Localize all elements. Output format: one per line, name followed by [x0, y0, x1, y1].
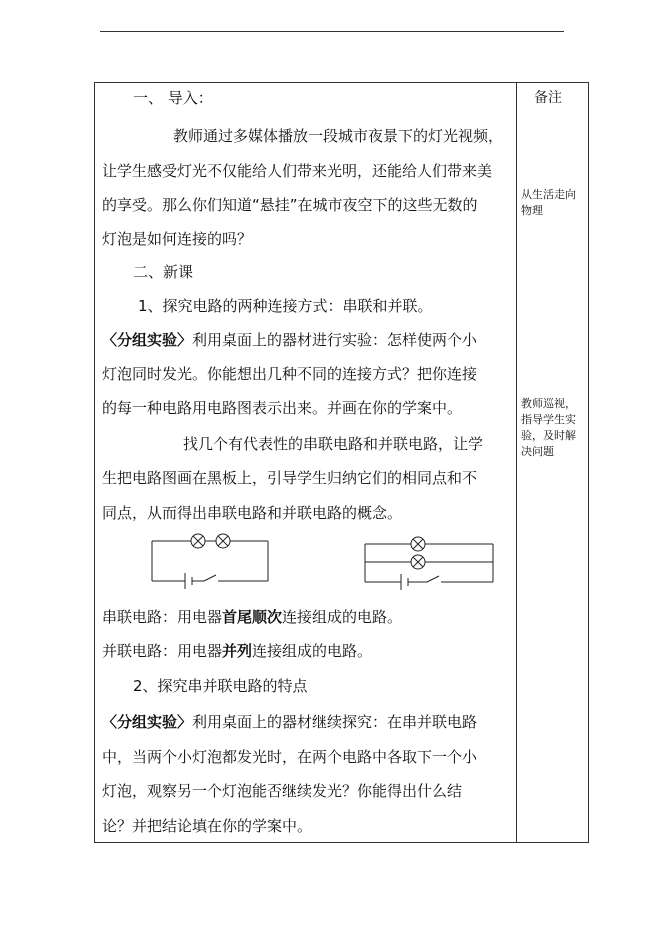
text-line: 同点，从而得出串联电路和并联电路的概念。: [102, 504, 403, 522]
text-line: [102, 713, 477, 731]
text-line: [102, 331, 477, 349]
note-from-life: 从生活走向物理: [521, 188, 576, 217]
text-line: 的享受。那么你们知道“悬挂”在城市夜空下的这些无数的: [102, 196, 478, 214]
text-span: 连接组成的电路。: [282, 608, 403, 626]
text-span: 利用桌面上的器材进行实验：怎样使两个小: [192, 331, 478, 349]
group-experiment-label: 〈分组实验〉: [102, 331, 193, 349]
parallel-circuit-definition: [102, 642, 372, 660]
notes-column-divider: [516, 82, 517, 843]
subsection-heading: 2、探究串并联电路的特点: [133, 677, 308, 695]
series-circuit-definition: [102, 608, 402, 626]
section-newlesson-heading: 二、新课: [133, 263, 194, 281]
text-span: 连接组成的电路。: [252, 642, 373, 660]
text-span: 并联电路：用电器: [102, 642, 223, 660]
notes-header: 备注: [534, 90, 562, 106]
note-teacher-guidance: 教师巡视，指导学生实验，及时解决问题: [521, 397, 576, 458]
text-line: 找几个有代表性的串联电路和并联电路，让学: [183, 435, 484, 453]
text-span: 串联电路：用电器: [102, 608, 223, 626]
text-line: 灯泡同时发光。你能想出几种不同的连接方式？把你连接: [102, 365, 478, 383]
emphasis-text: 首尾顺次: [222, 608, 283, 626]
subsection-heading: 1、探究电路的两种连接方式：串联和并联。: [138, 297, 433, 315]
text-line: 生把电路图画在黑板上，引导学生归纳它们的相同点和不: [102, 469, 478, 487]
text-line: 灯泡，观察另一个灯泡能否继续发光？你能得出什么结: [102, 782, 463, 800]
text-line: 灯泡是如何连接的吗？: [102, 230, 253, 248]
section-intro-heading: 一、 导入：: [133, 89, 213, 107]
group-experiment-label: 〈分组实验〉: [102, 713, 193, 731]
text-span: 利用桌面上的器材继续探究：在串并联电路: [192, 713, 478, 731]
parallel-circuit-diagram: [361, 533, 497, 587]
text-line: 中，当两个小灯泡都发光时，在两个电路中各取下一个小: [102, 748, 478, 766]
text-line: 教师通过多媒体播放一段城市夜景下的灯光视频，: [173, 127, 504, 145]
text-line: 让学生感受灯光不仅能给人们带来光明，还能给人们带来美: [102, 162, 493, 180]
header-rule: [100, 31, 564, 32]
text-line: 的每一种电路用电路图表示出来。并画在你的学案中。: [102, 399, 463, 417]
series-circuit-diagram: [148, 533, 272, 587]
emphasis-text: 并列: [222, 642, 253, 660]
text-line: 论？并把结论填在你的学案中。: [102, 817, 313, 835]
